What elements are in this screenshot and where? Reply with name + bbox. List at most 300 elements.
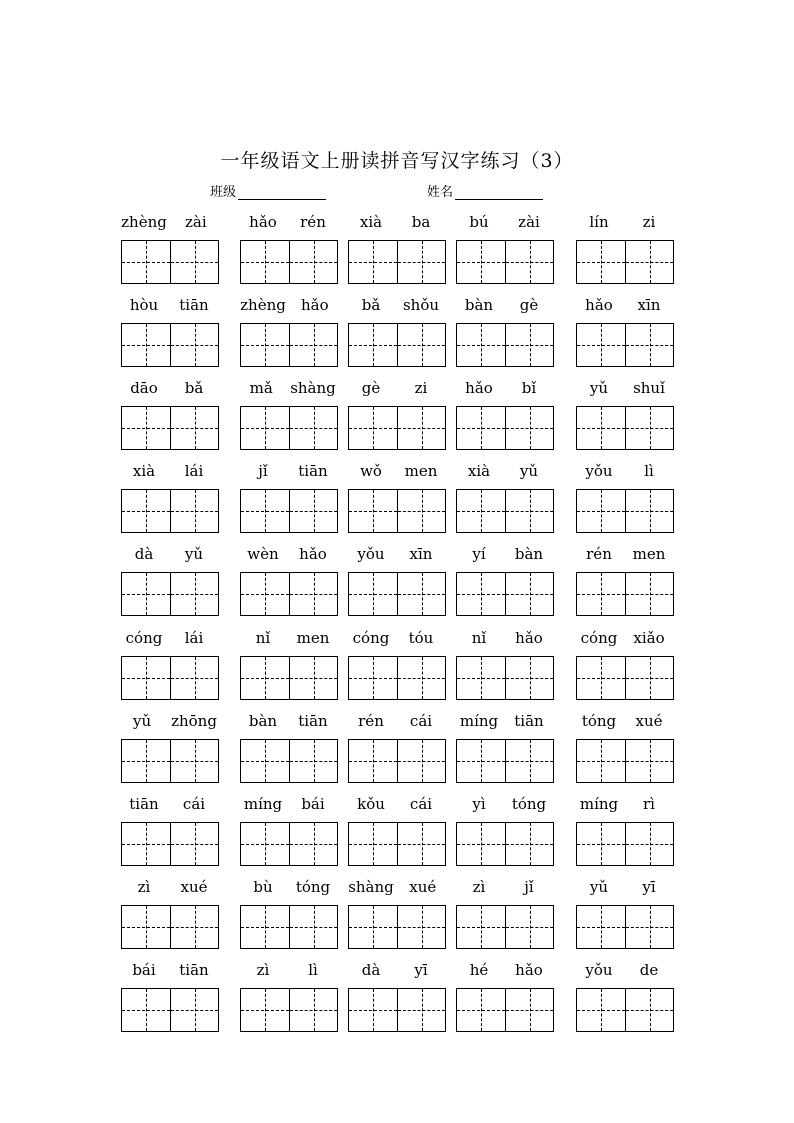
pinyin-syllable: shǒu [402,296,440,314]
pinyin-syllable: gè [519,296,539,314]
pinyin-syllable: gè [361,379,381,397]
pinyin-label [236,878,340,896]
writing-box[interactable] [170,740,219,782]
writing-box[interactable] [289,657,338,699]
writing-box[interactable] [349,573,397,615]
writing-boxes [456,822,554,866]
writing-box[interactable] [349,823,397,865]
writing-box[interactable] [577,241,625,283]
writing-boxes [576,656,674,700]
word-item [576,712,674,795]
writing-box[interactable] [457,823,505,865]
writing-box[interactable] [505,823,554,865]
writing-boxes [121,656,219,700]
writing-boxes [121,988,219,1032]
writing-box[interactable] [349,407,397,449]
writing-box[interactable] [397,989,446,1031]
writing-box[interactable] [505,573,554,615]
writing-box[interactable] [457,324,505,366]
pinyin-syllable: nǐ [255,629,271,647]
writing-box[interactable] [241,241,289,283]
writing-boxes [576,822,674,866]
writing-boxes [576,988,674,1032]
writing-box[interactable] [577,573,625,615]
pinyin-label [117,712,221,730]
pinyin-syllable: yī [414,961,428,979]
writing-boxes [240,406,338,450]
word-item [576,545,674,628]
writing-box[interactable] [289,324,338,366]
writing-box[interactable] [241,823,289,865]
writing-boxes [576,739,674,783]
word-item [576,462,674,545]
word-item [121,795,219,878]
writing-box[interactable] [170,823,219,865]
pinyin-label [452,878,556,896]
pinyin-syllable: lì [644,462,654,480]
writing-boxes [456,739,554,783]
writing-boxes [348,822,446,866]
pinyin-syllable: zì [137,878,151,896]
pinyin-syllable: zài [518,213,540,231]
writing-box[interactable] [577,324,625,366]
pinyin-syllable: zì [472,878,486,896]
writing-boxes [456,240,554,284]
pinyin-syllable: hǎo [301,296,329,314]
pinyin-syllable: bǐ [521,379,537,397]
class-label: 班级 [210,185,237,200]
writing-box[interactable] [122,989,170,1031]
writing-box[interactable] [349,241,397,283]
writing-box[interactable] [505,241,554,283]
writing-boxes [121,406,219,450]
pinyin-syllable: zhèng [121,213,167,231]
word-item [348,379,446,462]
writing-box[interactable] [122,823,170,865]
pinyin-syllable: míng [243,795,283,813]
pinyin-syllable: yǔ [184,545,204,563]
writing-box[interactable] [122,241,170,283]
pinyin-syllable: shàng [290,379,336,397]
writing-box[interactable] [577,740,625,782]
writing-box[interactable] [349,989,397,1031]
word-item [456,379,554,462]
writing-box[interactable] [397,823,446,865]
writing-box[interactable] [457,490,505,532]
writing-box[interactable] [505,657,554,699]
writing-box[interactable] [289,740,338,782]
pinyin-syllable: yǔ [132,712,152,730]
writing-box[interactable] [241,740,289,782]
writing-box[interactable] [625,740,674,782]
writing-boxes [348,739,446,783]
pinyin-syllable: cóng [580,629,618,647]
pinyin-syllable: ba [411,213,431,231]
pinyin-label [117,878,221,896]
word-item [456,712,554,795]
pinyin-label [117,545,221,563]
writing-boxes [348,905,446,949]
pinyin-syllable: bàn [464,296,494,314]
pinyin-syllable: shàng [348,878,394,896]
writing-box[interactable] [397,573,446,615]
pinyin-label [344,629,448,647]
writing-box[interactable] [349,490,397,532]
pinyin-label [452,379,556,397]
pinyin-syllable: xué [635,712,663,730]
writing-box[interactable] [505,490,554,532]
writing-box[interactable] [122,490,170,532]
writing-box[interactable] [170,657,219,699]
writing-box[interactable] [505,407,554,449]
writing-boxes [348,323,446,367]
writing-box[interactable] [625,573,674,615]
pinyin-syllable: men [296,629,330,647]
writing-boxes [121,323,219,367]
word-item [348,712,446,795]
word-item [576,795,674,878]
writing-boxes [240,489,338,533]
pinyin-syllable: zhèng [240,296,286,314]
pinyin-syllable: lái [184,629,204,647]
word-item [240,712,338,795]
word-item [576,878,674,961]
word-item [456,545,554,628]
pinyin-label [236,795,340,813]
pinyin-syllable: yì [472,795,486,813]
writing-box[interactable] [170,241,219,283]
writing-box[interactable] [505,906,554,948]
writing-box[interactable] [397,324,446,366]
pinyin-label [236,296,340,314]
pinyin-syllable: bǎ [361,296,381,314]
word-item [121,545,219,628]
writing-box[interactable] [349,324,397,366]
word-item [240,795,338,878]
writing-boxes [240,822,338,866]
writing-box[interactable] [457,657,505,699]
writing-box[interactable] [457,989,505,1031]
pinyin-syllable: dà [361,961,381,979]
writing-box[interactable] [289,823,338,865]
pinyin-label [117,296,221,314]
pinyin-syllable: wǒ [360,462,382,480]
writing-box[interactable] [505,989,554,1031]
writing-box[interactable] [289,407,338,449]
writing-boxes [576,489,674,533]
pinyin-syllable: hé [469,961,489,979]
writing-box[interactable] [457,740,505,782]
writing-boxes [240,323,338,367]
writing-box[interactable] [397,490,446,532]
word-item [121,961,219,1044]
word-item [240,296,338,379]
writing-box[interactable] [505,324,554,366]
writing-box[interactable] [349,906,397,948]
writing-boxes [348,406,446,450]
writing-boxes [456,656,554,700]
writing-box[interactable] [170,490,219,532]
pinyin-label [117,961,221,979]
writing-box[interactable] [577,906,625,948]
page-title: 一年级语文上册读拼音写汉字练习（3） [220,150,574,172]
writing-box[interactable] [397,740,446,782]
writing-box[interactable] [349,657,397,699]
word-item [121,712,219,795]
pinyin-syllable: lì [308,961,318,979]
pinyin-syllable: wèn [247,545,279,563]
pinyin-syllable: yī [642,878,656,896]
writing-box[interactable] [289,490,338,532]
pinyin-syllable: tóng [295,878,331,896]
writing-boxes [576,572,674,616]
pinyin-label [572,462,676,480]
writing-box[interactable] [241,407,289,449]
pinyin-syllable: xià [132,462,156,480]
writing-box[interactable] [122,573,170,615]
writing-box[interactable] [625,823,674,865]
word-item [348,213,446,296]
writing-box[interactable] [457,241,505,283]
writing-box[interactable] [577,407,625,449]
word-item [348,296,446,379]
pinyin-label [117,795,221,813]
pinyin-syllable: xué [180,878,208,896]
pinyin-syllable: míng [459,712,499,730]
writing-boxes [121,240,219,284]
writing-boxes [456,988,554,1032]
writing-boxes [348,656,446,700]
word-item [576,379,674,462]
writing-box[interactable] [625,657,674,699]
word-item [240,961,338,1044]
writing-box[interactable] [122,906,170,948]
pinyin-syllable: bǎ [184,379,204,397]
writing-boxes [456,905,554,949]
pinyin-syllable: tóng [511,795,547,813]
pinyin-syllable: zi [414,379,428,397]
pinyin-syllable: bú [469,213,489,231]
writing-box[interactable] [170,989,219,1031]
writing-box[interactable] [577,657,625,699]
writing-boxes [456,489,554,533]
writing-box[interactable] [122,324,170,366]
pinyin-label [572,712,676,730]
writing-boxes [121,905,219,949]
word-item [121,213,219,296]
pinyin-syllable: rén [300,213,326,231]
pinyin-syllable: yǒu [585,462,613,480]
pinyin-label [452,545,556,563]
pinyin-label [572,296,676,314]
pinyin-syllable: zài [185,213,207,231]
pinyin-syllable: bái [301,795,325,813]
pinyin-syllable: tiān [298,462,328,480]
pinyin-syllable: míng [579,795,619,813]
writing-boxes [576,240,674,284]
writing-boxes [240,905,338,949]
pinyin-label [236,629,340,647]
pinyin-syllable: hǎo [515,961,543,979]
writing-box[interactable] [241,989,289,1031]
pinyin-label [344,213,448,231]
word-item [456,629,554,712]
writing-box[interactable] [457,906,505,948]
pinyin-label [236,462,340,480]
pinyin-label [452,712,556,730]
pinyin-syllable: bái [132,961,156,979]
pinyin-syllable: mǎ [249,379,273,397]
writing-box[interactable] [397,906,446,948]
writing-box[interactable] [170,573,219,615]
word-item [240,462,338,545]
pinyin-label [344,462,448,480]
writing-boxes [121,489,219,533]
pinyin-syllable: men [632,545,666,563]
writing-boxes [240,739,338,783]
pinyin-label [236,379,340,397]
word-item [576,629,674,712]
word-item [348,545,446,628]
pinyin-syllable: xīn [637,296,661,314]
pinyin-syllable: hǎo [515,629,543,647]
pinyin-label [344,379,448,397]
pinyin-syllable: xiǎo [633,629,665,647]
writing-box[interactable] [625,490,674,532]
word-item [576,296,674,379]
word-item [121,629,219,712]
pinyin-label [344,545,448,563]
writing-boxes [576,905,674,949]
pinyin-syllable: jǐ [524,878,534,896]
pinyin-syllable: rén [358,712,384,730]
pinyin-syllable: hǎo [249,213,277,231]
writing-box[interactable] [170,906,219,948]
pinyin-syllable: zì [256,961,270,979]
writing-box[interactable] [241,573,289,615]
pinyin-label [572,961,676,979]
writing-boxes [456,323,554,367]
word-item [121,878,219,961]
word-item [240,629,338,712]
writing-boxes [121,739,219,783]
writing-box[interactable] [349,740,397,782]
pinyin-syllable: cái [409,712,433,730]
pinyin-syllable: tóu [408,629,434,647]
pinyin-syllable: rén [586,545,612,563]
writing-box[interactable] [170,324,219,366]
writing-boxes [121,822,219,866]
writing-boxes [348,572,446,616]
writing-box[interactable] [577,823,625,865]
pinyin-syllable: kǒu [357,795,385,813]
writing-boxes [240,656,338,700]
writing-boxes [456,406,554,450]
writing-box[interactable] [122,740,170,782]
writing-box[interactable] [289,573,338,615]
writing-box[interactable] [625,989,674,1031]
pinyin-syllable: lái [184,462,204,480]
writing-box[interactable] [122,407,170,449]
pinyin-label [344,795,448,813]
writing-boxes [240,988,338,1032]
writing-boxes [576,406,674,450]
writing-box[interactable] [397,241,446,283]
name-label: 姓名 [427,185,454,200]
pinyin-syllable: jǐ [258,462,268,480]
writing-box[interactable] [505,740,554,782]
pinyin-syllable: rì [643,795,655,813]
word-item [121,296,219,379]
writing-box[interactable] [397,407,446,449]
pinyin-label [117,379,221,397]
pinyin-syllable: yǒu [357,545,385,563]
writing-boxes [348,988,446,1032]
pinyin-syllable: hǎo [299,545,327,563]
pinyin-syllable: yí [472,545,486,563]
pinyin-label [452,213,556,231]
writing-box[interactable] [457,573,505,615]
pinyin-syllable: hǎo [465,379,493,397]
writing-box[interactable] [122,657,170,699]
writing-box[interactable] [241,490,289,532]
pinyin-label [572,629,676,647]
pinyin-label [452,795,556,813]
writing-box[interactable] [577,490,625,532]
writing-box[interactable] [289,241,338,283]
pinyin-syllable: xià [359,213,383,231]
pinyin-label [236,961,340,979]
pinyin-label [452,961,556,979]
writing-box[interactable] [625,407,674,449]
writing-boxes [121,572,219,616]
writing-box[interactable] [577,989,625,1031]
pinyin-syllable: yǒu [585,961,613,979]
writing-box[interactable] [170,407,219,449]
writing-box[interactable] [241,657,289,699]
writing-box[interactable] [625,906,674,948]
writing-boxes [240,240,338,284]
writing-box[interactable] [241,324,289,366]
writing-box[interactable] [289,906,338,948]
pinyin-label [572,213,676,231]
writing-box[interactable] [397,657,446,699]
writing-box[interactable] [625,324,674,366]
writing-box[interactable] [457,407,505,449]
writing-box[interactable] [289,989,338,1031]
word-item [240,213,338,296]
pinyin-syllable: bù [253,878,273,896]
pinyin-label [117,213,221,231]
writing-boxes [456,572,554,616]
writing-box[interactable] [625,241,674,283]
pinyin-syllable: tiān [179,961,209,979]
word-item [121,462,219,545]
writing-box[interactable] [241,906,289,948]
pinyin-syllable: zi [642,213,656,231]
pinyin-syllable: yǔ [589,878,609,896]
pinyin-syllable: bàn [248,712,278,730]
word-item [456,961,554,1044]
pinyin-syllable: tiān [129,795,159,813]
pinyin-syllable: xīn [409,545,433,563]
pinyin-syllable: tiān [298,712,328,730]
pinyin-syllable: dà [134,545,154,563]
pinyin-label [117,629,221,647]
word-item [240,878,338,961]
pinyin-syllable: cóng [125,629,163,647]
pinyin-label [452,296,556,314]
